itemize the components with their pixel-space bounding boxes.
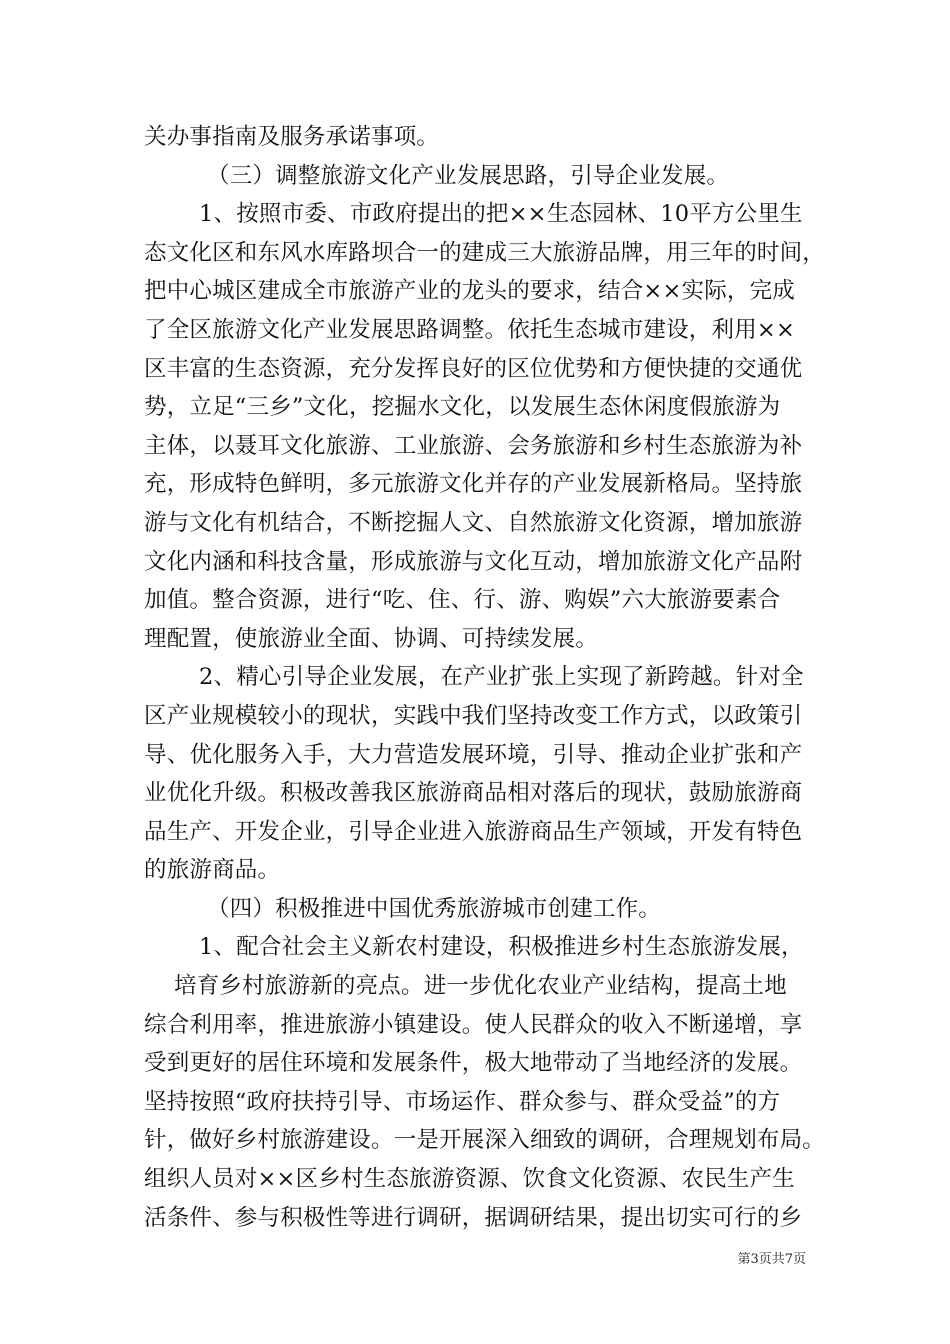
text-line: 业优化升级。积极改善我区旅游商品相对落后的现状，鼓励旅游商 xyxy=(144,780,803,807)
text-line: 游与文化有机结合，不断挖掘人文、自然旅游文化资源，增加旅游 xyxy=(144,509,803,536)
text-line: 的旅游商品。 xyxy=(144,857,281,884)
text-line: 理配置，使旅游业全面、协调、可持续发展。 xyxy=(144,625,599,652)
text-line: 导、优化服务入手，大力营造发展环境，引导、推动企业扩张和产 xyxy=(144,741,803,768)
section-heading-4: （四）积极推进中国优秀旅游城市创建工作。 xyxy=(207,895,662,922)
text-line: 关办事指南及服务承诺事项。 xyxy=(144,124,440,150)
text-line: 坚持按照“政府扶持引导、市场运作、群众参与、群众受益”的方 xyxy=(144,1088,781,1115)
text-line: 受到更好的居住环境和发展条件，极大地带动了当地经济的发展。 xyxy=(144,1050,803,1077)
page-number: 第3页共7页 xyxy=(737,1252,806,1267)
text-line: 综合利用率，推进旅游小镇建设。使人民群众的收入不断递增，享 xyxy=(144,1011,803,1038)
text-line: 2、精心引导企业发展，在产业扩张上实现了新跨越。针对全 xyxy=(199,664,804,691)
text-line: 势，立足“三乡”文化，挖掘水文化，以发展生态休闲度假旅游为 xyxy=(144,394,781,421)
text-line: 把中心城区建成全市旅游产业的龙头的要求，结合××实际，完成 xyxy=(144,278,796,305)
text-line: 主体，以聂耳文化旅游、工业旅游、会务旅游和乡村生态旅游为补 xyxy=(144,432,803,459)
text-line: 1、配合社会主义新农村建设，积极推进乡村生态旅游发展， xyxy=(199,934,804,961)
document-body xyxy=(144,118,824,1237)
text-line: 态文化区和东风水库路坝合一的建成三大旅游品牌，用三年的时间， xyxy=(144,239,826,266)
section-heading-3: （三）调整旅游文化产业发展思路，引导企业发展。 xyxy=(207,162,730,189)
text-line: 品生产、开发企业，引导企业进入旅游商品生产领域，开发有特色 xyxy=(144,818,803,845)
text-line: 文化内涵和科技含量，形成旅游与文化互动，增加旅游文化产品附 xyxy=(144,548,803,575)
text-line: 了全区旅游文化产业发展思路调整。依托生态城市建设，利用×× xyxy=(144,316,796,343)
text-line: 活条件、参与积极性等进行调研，据调研结果，提出切实可行的乡 xyxy=(144,1204,803,1231)
text-line: 组织人员对××区乡村生态旅游资源、饮食文化资源、农民生产生 xyxy=(144,1166,796,1193)
text-line: 针，做好乡村旅游建设。一是开展深入细致的调研，合理规划布局。 xyxy=(144,1127,826,1154)
text-line: 区产业规模较小的现状，实践中我们坚持改变工作方式，以政策引 xyxy=(144,702,803,729)
text-line: 1、按照市委、市政府提出的把××生态园林、10平方公里生 xyxy=(199,201,803,228)
text-line: 加值。整合资源，进行“吃、住、行、游、购娱”六大旅游要素合 xyxy=(144,587,781,614)
text-line: 充，形成特色鲜明，多元旅游文化并存的产业发展新格局。坚持旅 xyxy=(144,471,803,498)
text-line: 培育乡村旅游新的亮点。进一步优化农业产业结构，提高土地 xyxy=(174,973,787,1000)
text-line: 区丰富的生态资源，充分发挥良好的区位优势和方便快捷的交通优 xyxy=(144,355,803,382)
